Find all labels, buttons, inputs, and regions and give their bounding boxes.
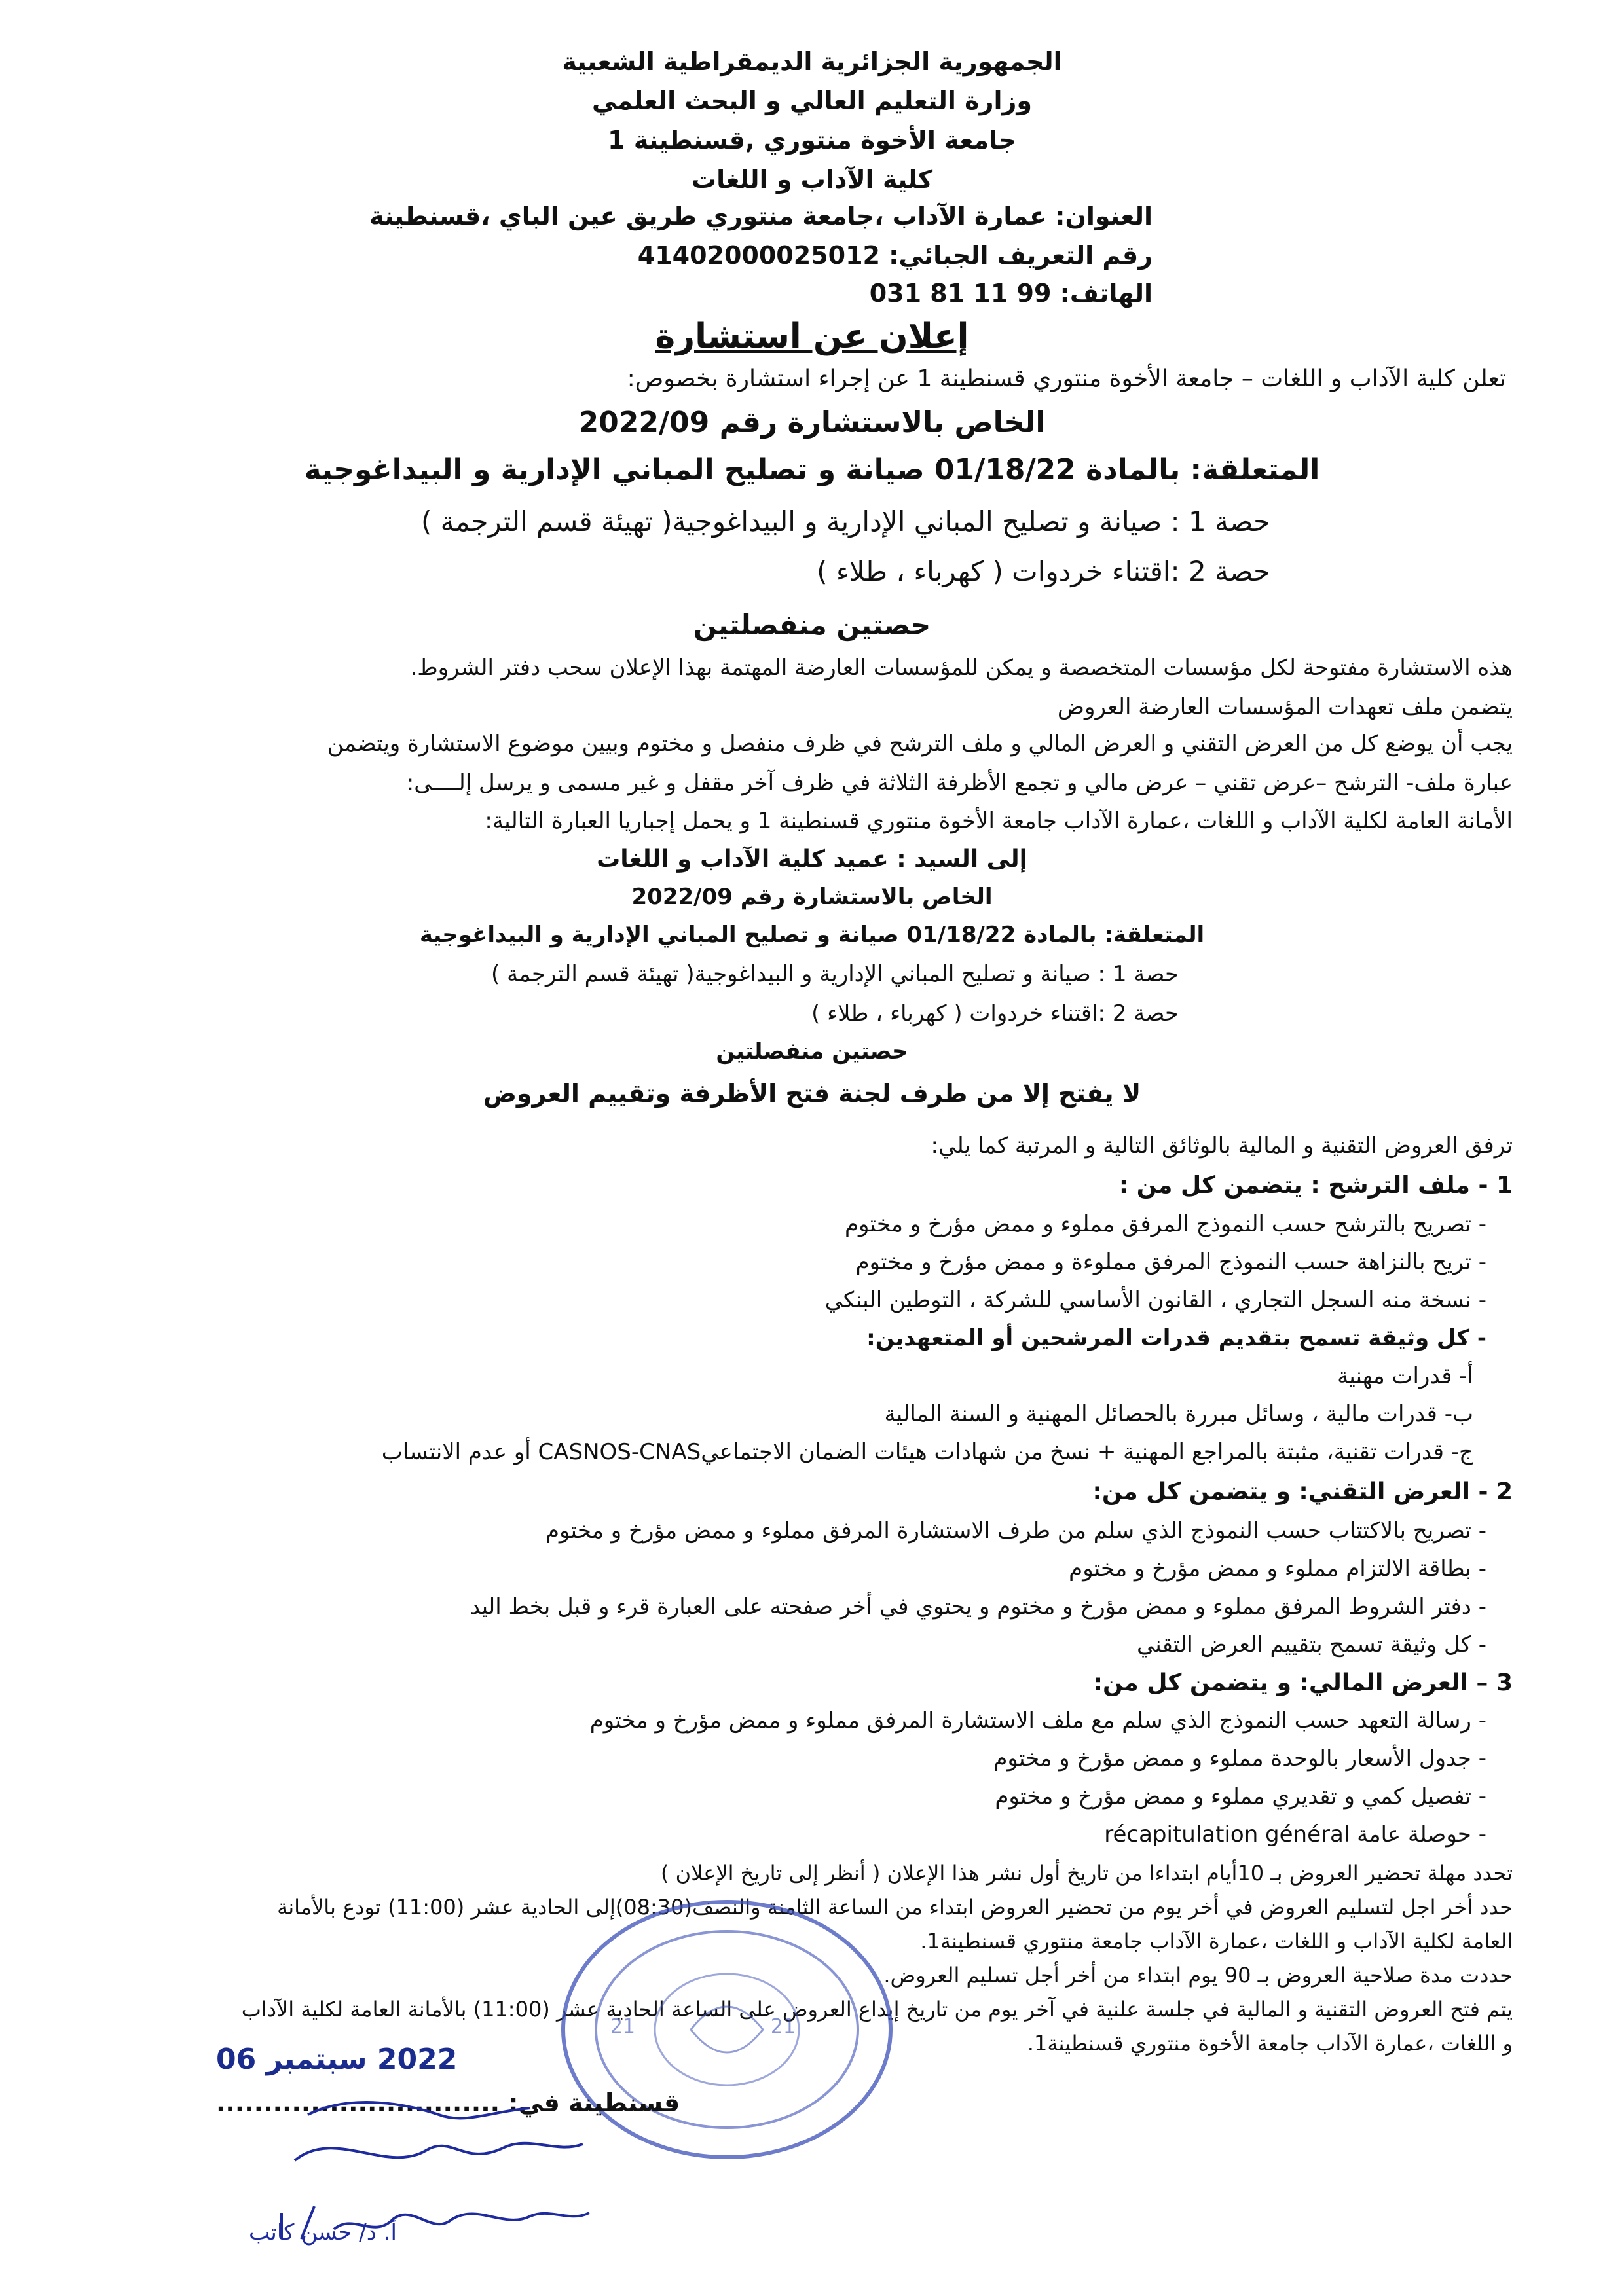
list-item: ج- قدرات تقنية، مثبتة بالمراجع المهنية + نسخ من شهادات هيئات الضمان الاجتماعيCASNOS-CNAS أو عدم الانتساب: [381, 1439, 1473, 1465]
lot-1: حصة 1 : صيانة و تصليح المباني الإدارية و البيداغوجية( تهيئة قسم الترجمة ): [420, 505, 1270, 538]
envelope-two-lots: حصتين منفصلتين: [716, 1038, 908, 1065]
list-item: - رسالة التعهد حسب النموذج الذي سلم مع ملف الاستشارة المرفق مملوء و ممض مؤرخ و مختوم: [589, 1707, 1486, 1734]
paragraph: الأمانة العامة لكلية الآداب و اللغات ،عمارة الآداب جامعة الأخوة منتوري قسنطينة 1 و يحمل إجباريا العبارة التالية:: [485, 808, 1513, 834]
list-item: أ- قدرات مهنية: [1337, 1363, 1473, 1389]
header-address: العنوان: عمارة الآداب ،جامعة منتوري طريق عين الباي ،قسنطينة: [369, 202, 1153, 230]
paragraph: عبارة ملف- الترشح –عرض تقني – عرض مالي و تجمع الأظرفة الثلاثة في ظرف آخر مقفل و غير مسمى و يرسل إلــــى:: [406, 770, 1513, 796]
list-item: - بطاقة الالتزام مملوء و ممض مؤرخ و مختوم: [1069, 1556, 1486, 1582]
envelope-lot-2: حصة 2 :اقتناء خردوات ( كهرباء ، طلاء ): [811, 1000, 1179, 1027]
list-item: - تفصيل كمي و تقديري مملوء و ممض مؤرخ و مختوم: [995, 1783, 1486, 1810]
lot-2: حصة 2 :اقتناء خردوات ( كهرباء ، طلاء ): [817, 555, 1270, 587]
place-date: قسنطينة في: ..............................: [216, 2088, 680, 2117]
svg-text:21: 21: [770, 2015, 796, 2038]
section-3-title: 3 – العرض المالي: و يتضمن كل من:: [1093, 1669, 1513, 1696]
svg-text:21: 21: [610, 2015, 635, 2038]
intro-text: تعلن كلية الآداب و اللغات – جامعة الأخوة منتوري قسنطينة 1 عن إجراء استشارة بخصوص:: [627, 365, 1506, 392]
envelope-recipient: إلى السيد : عميد كلية الآداب و اللغات: [597, 846, 1027, 873]
list-item: - تصريح بالاكتتاب حسب النموذج الذي سلم من طرف الاستشارة المرفق مملوء و ممض مؤرخ و مختوم: [545, 1518, 1486, 1544]
two-lots-heading: حصتين منفصلتين: [693, 609, 931, 641]
header-tax-id: رقم التعريف الجبائي: 41402000025012: [637, 241, 1153, 270]
header-ministry: وزارة التعليم العالي و البحث العلمي: [592, 86, 1032, 115]
closing-line: حدد أخر اجل لتسليم العروض في أخر يوم من تحضير العروض ابتداء من الساعة الثامنة والنصف(08:30)إلى الحادية عشر (11:00) تودع بالأمانة: [277, 1895, 1513, 1920]
envelope-lot-1: حصة 1 : صيانة و تصليح المباني الإدارية و البيداغوجية( تهيئة قسم الترجمة ): [491, 961, 1179, 987]
signatory-name: أ. د/ حسن كاتب: [249, 2219, 397, 2246]
consultation-subject: المتعلقة: بالمادة 01/18/22 صيانة و تصليح المباني الإدارية و البيداغوجية: [304, 453, 1320, 486]
header-phone: الهاتف: 99 11 81 031: [869, 279, 1153, 308]
envelope-subject: المتعلقة: بالمادة 01/18/22 صيانة و تصليح المباني الإدارية و البيداغوجية: [419, 922, 1205, 948]
stamped-date: 2022 سبتمبر 06: [216, 2043, 458, 2076]
paragraph: يجب أن يوضع كل من العرض التقني و العرض المالي و ملف الترشح في ظرف منفصل و مختوم وبيين موضوع الاستشارة ويتضمن: [327, 731, 1513, 757]
list-item: - كل وثيقة تسمح بتقييم العرض التقني: [1136, 1631, 1486, 1658]
section-1-title: 1 - ملف الترشح : يتضمن كل من :: [1118, 1172, 1513, 1199]
list-item: - حوصلة عامة récapitulation général: [1104, 1821, 1486, 1848]
list-item: - تريح بالنزاهة حسب النموذج المرفق مملوءة و ممض مؤرخ و مختوم: [855, 1249, 1486, 1275]
list-item: - دفتر الشروط المرفق مملوء و ممض مؤرخ و مختوم و يحتوي في أخر صفحته على العبارة قرء و قبل بخط اليد: [470, 1594, 1486, 1620]
header-republic: الجمهورية الجزائرية الديمقراطية الشعبية: [562, 47, 1062, 76]
header-university: جامعة الأخوة منتوري ,قسنطينة 1: [608, 126, 1016, 155]
page-title: إعلان عن استشارة: [655, 317, 969, 356]
closing-line: تحدد مهلة تحضير العروض بـ 10أيام ابتداءا من تاريخ أول نشر هذا الإعلان ( أنظر إلى تاريخ الإعلان ): [660, 1861, 1513, 1886]
header-faculty: كلية الآداب و اللغات: [691, 165, 933, 194]
docs-intro: ترفق العروض التقنية و المالية بالوثائق التالية و المرتبة كما يلي:: [931, 1133, 1513, 1159]
closing-line: حددت مدة صلاحية العروض بـ 90 يوم ابتداء من أخر أجل تسليم العروض.: [883, 1963, 1513, 1988]
paragraph: يتضمن ملف تعهدات المؤسسات العارضة العروض: [1057, 694, 1513, 720]
envelope-ref: الخاص بالاستشارة رقم 2022/09: [631, 884, 993, 910]
envelope-notice: لا يفتح إلا من طرف لجنة فتح الأظرفة وتقييم العروض: [483, 1079, 1141, 1108]
closing-line: يتم فتح العروض التقنية و المالية في جلسة علنية في آخر يوم من تاريخ إيداع العروض على الساعة الحادية عشر (11:00) بالأمانة العامة لكلية الآداب: [241, 1997, 1513, 2022]
list-item: ب- قدرات مالية ، وسائل مبررة بالحصائل المهنية و السنة المالية: [884, 1401, 1473, 1427]
closing-line: العامة لكلية الآداب و اللغات ،عمارة الآداب جامعة منتوري قسنطينة1.: [920, 1929, 1513, 1954]
section-2-title: 2 - العرض التقني: و يتضمن كل من:: [1092, 1478, 1513, 1505]
list-item: - نسخة منه السجل التجاري ، القانون الأساسي للشركة ، التوطين البنكي: [824, 1287, 1486, 1313]
list-item: - كل وثيقة تسمح بتقديم قدرات المرشحين أو المتعهدين:: [866, 1325, 1486, 1351]
paragraph: هذه الاستشارة مفتوحة لكل مؤسسات المتخصصة و يمكن للمؤسسات العارضة المهتمة بهذا الإعلان سحب دفتر الشروط.: [410, 655, 1513, 681]
consultation-ref: الخاص بالاستشارة رقم 2022/09: [578, 406, 1046, 439]
list-item: - تصريح بالترشح حسب النموذج المرفق مملوء و ممض مؤرخ و مختوم: [844, 1211, 1486, 1237]
closing-line: و اللغات ،عمارة الآداب جامعة الأخوة منتوري قسنطينة1.: [1027, 2031, 1513, 2056]
list-item: - جدول الأسعار بالوحدة مملوء و ممض مؤرخ و مختوم: [993, 1745, 1486, 1772]
